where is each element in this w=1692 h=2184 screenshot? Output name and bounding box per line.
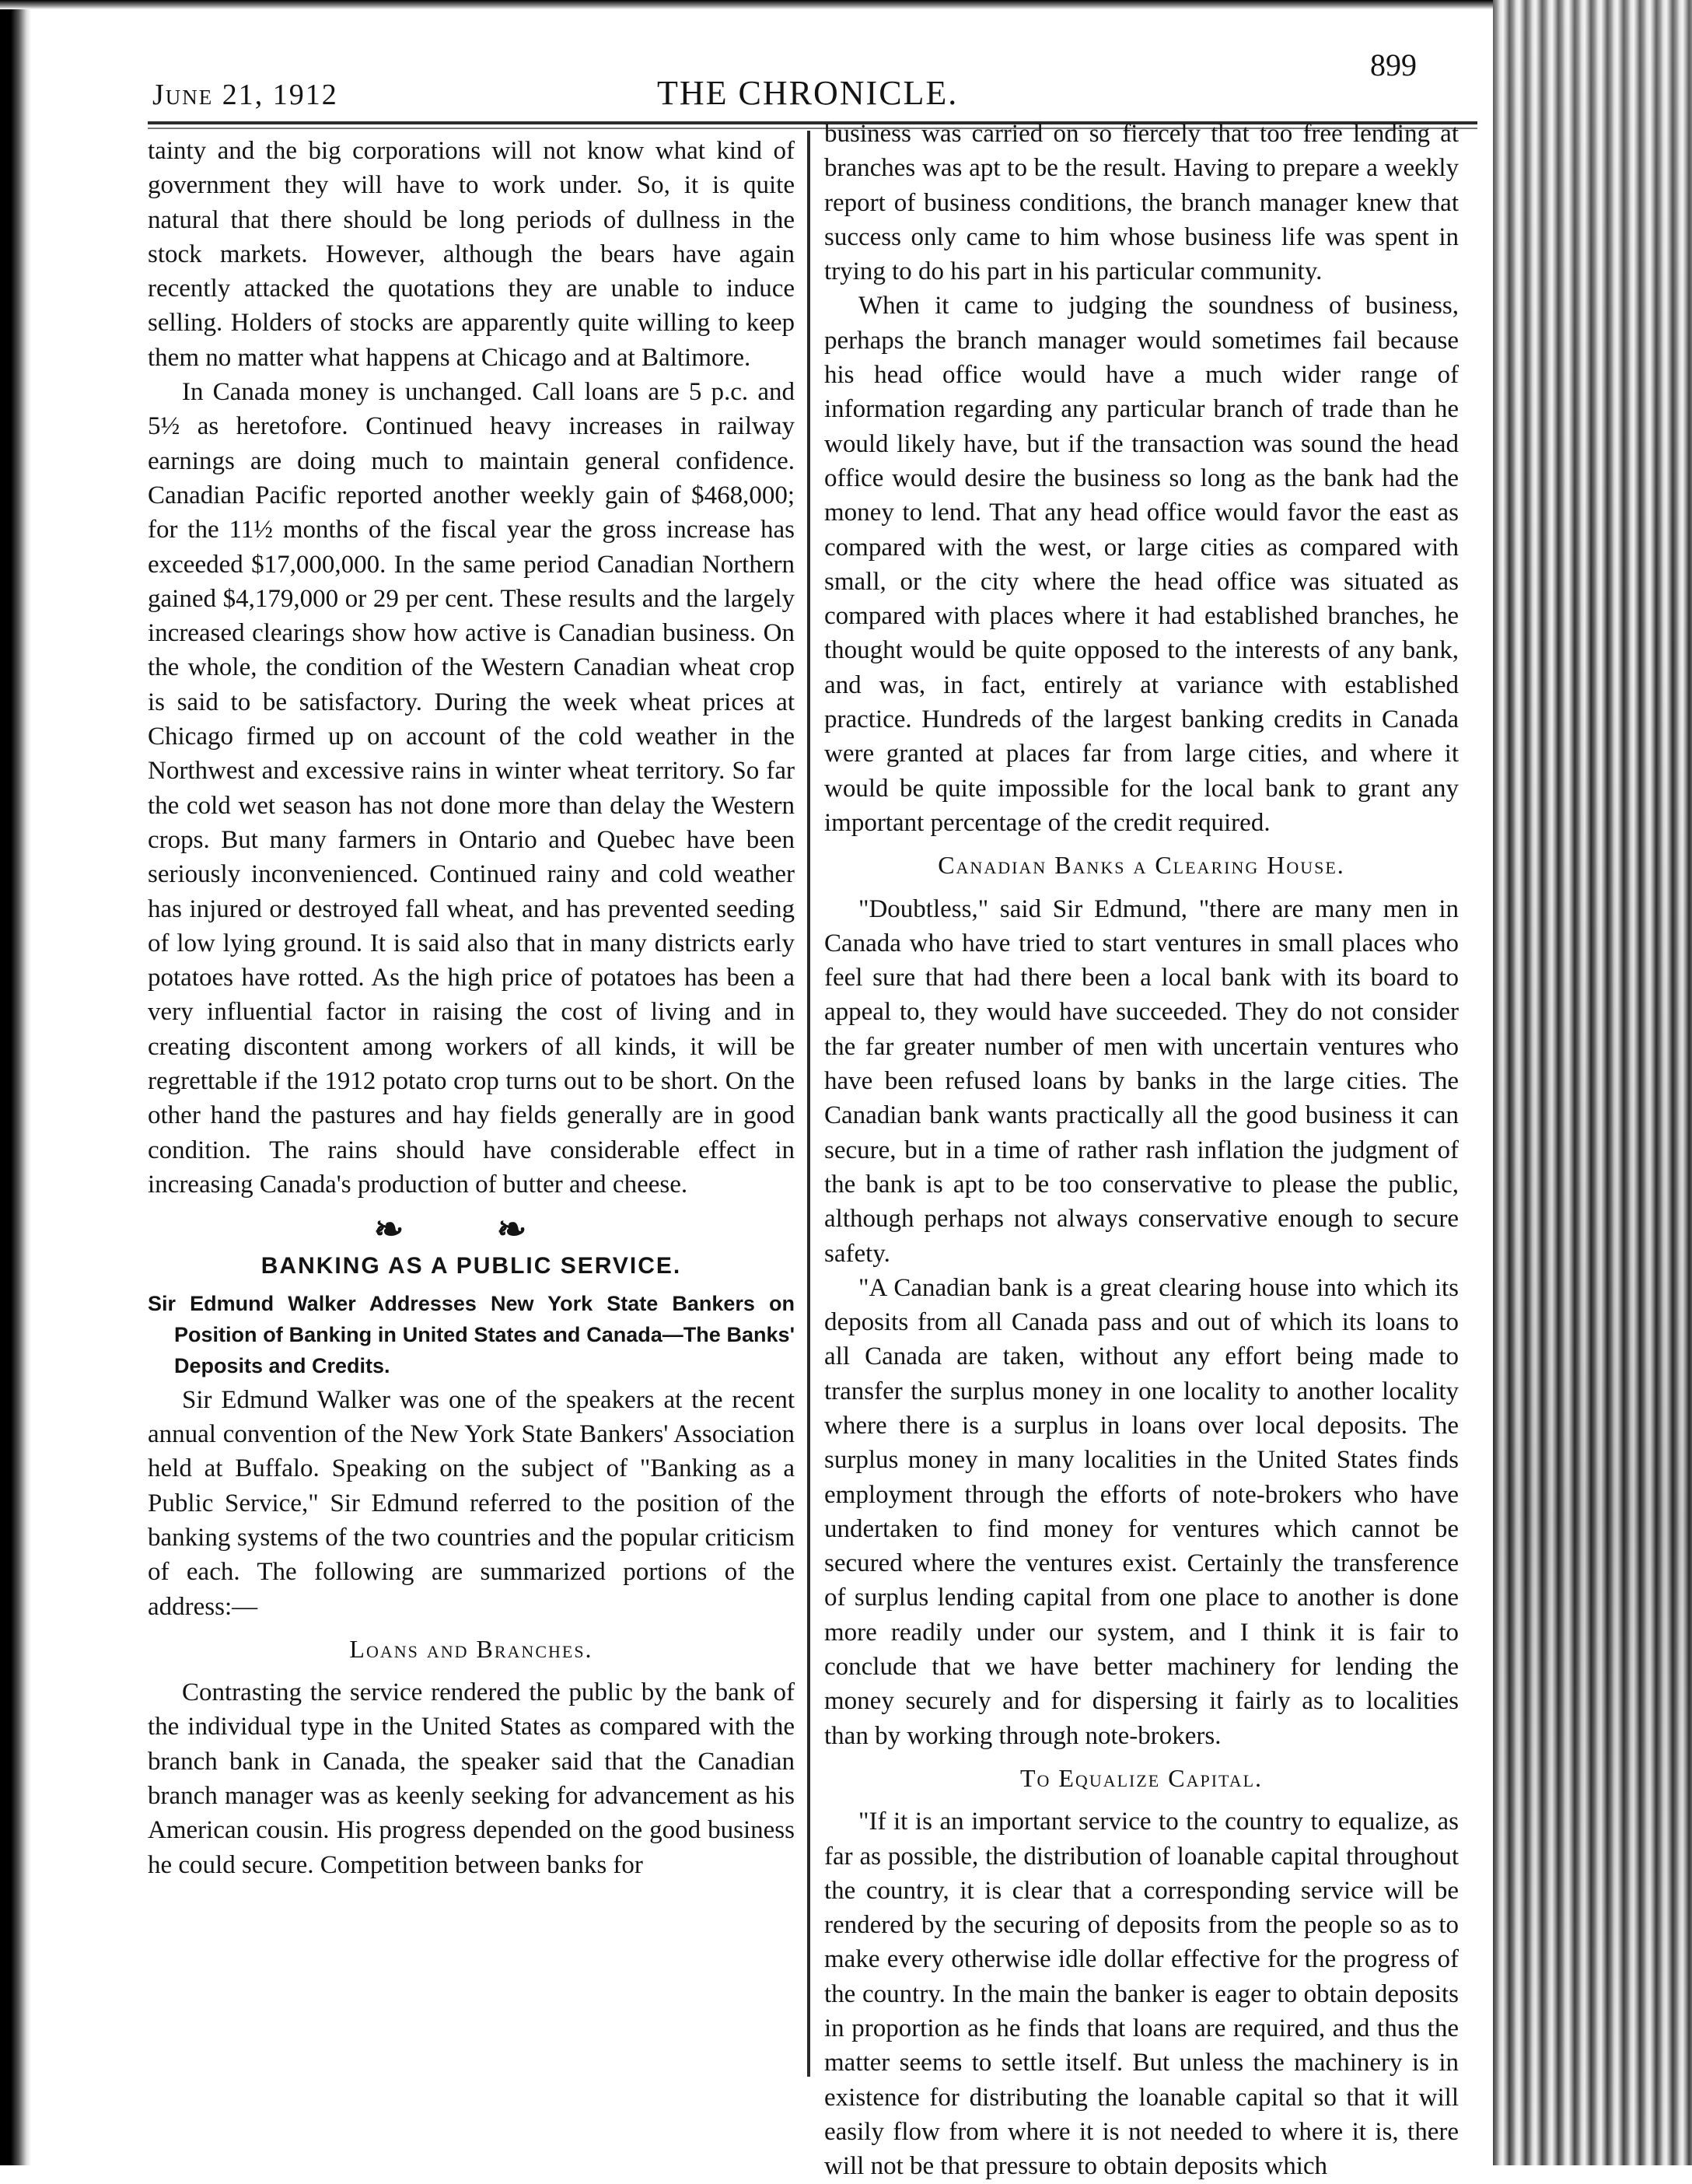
scan-top-edge <box>0 0 1516 9</box>
scan-left-edge <box>0 0 31 2165</box>
page-number: 899 <box>1370 47 1417 82</box>
running-header <box>0 47 1493 118</box>
book-page-stack-shade <box>1493 0 1692 2165</box>
subhead-loans-and-branches: Loans and Branches. <box>349 1634 593 1663</box>
right-column <box>824 117 1459 2184</box>
subhead-equalize-capital: To Equalize Capital. <box>1019 1763 1264 1792</box>
left-column <box>148 134 795 1882</box>
header-title: THE CHRONICLE. <box>657 74 959 112</box>
right-paragraph-4: "A Canadian bank is a great clearing house into which its deposits from all Canada pass and out of which its loans to all Canada are taken, without any effort being made to transfer the surplus money in one locality to another locality where there is a surplus in loans over local deposits. The surplus money in many localities in the United States finds employment through the efforts of note-brokers who have undertaken to find money for ventures which cannot be secured where the ventures exist. Certainly the transference of surplus lending capital from one place to another is done more readily under our system, and I think it is fair to conclude that we have better machinery for lending the money securely and for dispersing it fairly as to localities than by working through note-brokers. <box>824 1273 1459 1750</box>
right-paragraph-5: "If it is an important service to the country to equalize, as far as possible, the distribution of loanable capital throughout the country, it is clear that a corresponding service will be rendered by the securing of deposits from the people so as to make every otherwise idle dollar effective for the progress of the country. In the main the banker is eager to obtain deposits in proportion as he finds that loans are required, and thus the matter seems to settle itself. But unless the machinery is in existence for distributing the loanable capital so that it will easily flow from where it is not needed to where it is, there will not be that pressure to obtain deposits which <box>824 1808 1459 2181</box>
left-paragraph-1: tainty and the big corporations will not know what kind of government they will have to work under. So, it is quite natural that there should be long periods of dullness in the stock markets. However, although the bears have again recently attacked the quotations they are unable to induce selling. Holders of stocks are apparently quite willing to keep them no matter what happens at Chicago and at Baltimore. <box>148 137 795 372</box>
left-paragraph-2: In Canada money is unchanged. Call loans are 5 p.c. and 5½ as heretofore. Continued heavy increases in railway earnings are doing much to maintain general confidence. Canadian Pacific reported another weekly gain of $468,000; for the 11½ months of the fiscal year the gross increase has exceeded $17,000,000. In the same period Canadian Northern gained $4,179,000 or 29 per cent. These results and the largely increased clearings show how active is Canadian business. On the whole, the condition of the Western Canadian wheat crop is said to be satisfactory. During the week wheat prices at Chicago firmed up on account of the cold weather in the Northwest and excessive rains in winter wheat territory. So far the cold wet season has not done more than delay the Western crops. But many farmers in Ontario and Quebec have been seriously inconvenienced. Continued rainy and cold weather has injured or destroyed fall wheat, and has prevented seeding of low lying ground. It is said also that in many districts early potatoes have rotted. As the high price of potatoes has been a very influential factor in raising the cost of living and in creating discontent among workers of all kinds, it will be regrettable if the 1912 potato crop turns out to be short. On the other hand the pastures and hay fields generally are in good condition. The rains should have considerable effect in increasing Canada's production of butter and cheese. <box>148 378 795 1199</box>
right-paragraph-2: When it came to judging the soundness of business, perhaps the branch manager would sometimes fail because his head office would have a much wider range of information regarding any particular branch of trade than he would likely have, but if the transaction was sound the head office would desire the business so long as the bank had the money to lend. That any head office would favor the east as compared with the west, or large cities as compared with small, or the city where the head office was situated as compared with places where it had established branches, he thought would be quite opposed to the interests of any bank, and was, in fact, entirely at variance with established practice. Hundreds of the largest banking credits in Canada were granted at places far from large cities, and where it would be quite impossible for the local bank to grant any important percentage of the credit required. <box>824 292 1459 837</box>
right-paragraph-1: business was carried on so fiercely that too free lending at branches was apt to be the result. Having to prepare a weekly report of business conditions, the branch manager knew that success only came to him whose business life was spent in trying to do his part in his particular community. <box>824 120 1459 286</box>
right-paragraph-3: "Doubtless," said Sir Edmund, "there are many men in Canada who have tried to start ventures in small places who feel sure that had there been a local bank with its board to appeal to, they would have succeeded. They do not consider the far greater number of men with uncertain ventures who have been refused loans by banks in the large cities. The Canadian bank wants practically all the good business it can secure, but in a time of rather rash inflation the judgment of the bank is apt to be too conservative to please the public, although perhaps not always conservative enough to secure safety. <box>824 894 1459 1268</box>
column-divider <box>807 131 810 2077</box>
left-paragraph-3: Sir Edmund Walker was one of the speakers at the recent annual convention of the New York State Bankers' Association held at Buffalo. Speaking on the subject of "Banking as a Public Service," Sir Edmund referred to the position of the banking systems of the two countries and the popular criticism of each. The following are summarized portions of the address:— <box>148 1385 795 1621</box>
header-date: June 21, 1912 <box>152 79 338 111</box>
left-paragraph-4: Contrasting the service rendered the public by the bank of the individual type in the United States as compared with the branch bank in Canada, the speaker said that the Canadian branch manager was as keenly seeking for advancement as his American cousin. His progress depended on the good business he could secure. Competition between banks for <box>148 1678 795 1879</box>
subhead-clearing-house: Canadian Banks a Clearing House. <box>938 851 1345 880</box>
article-deck: Sir Edmund Walker Addresses New York State Bankers on Position of Banking in United States and Canada—The Banks' Deposits and Credits. <box>148 1291 795 1377</box>
article-title: BANKING AS A PUBLIC SERVICE. <box>260 1252 682 1279</box>
fleuron-ornament: ❧ ❧ <box>373 1209 569 1250</box>
